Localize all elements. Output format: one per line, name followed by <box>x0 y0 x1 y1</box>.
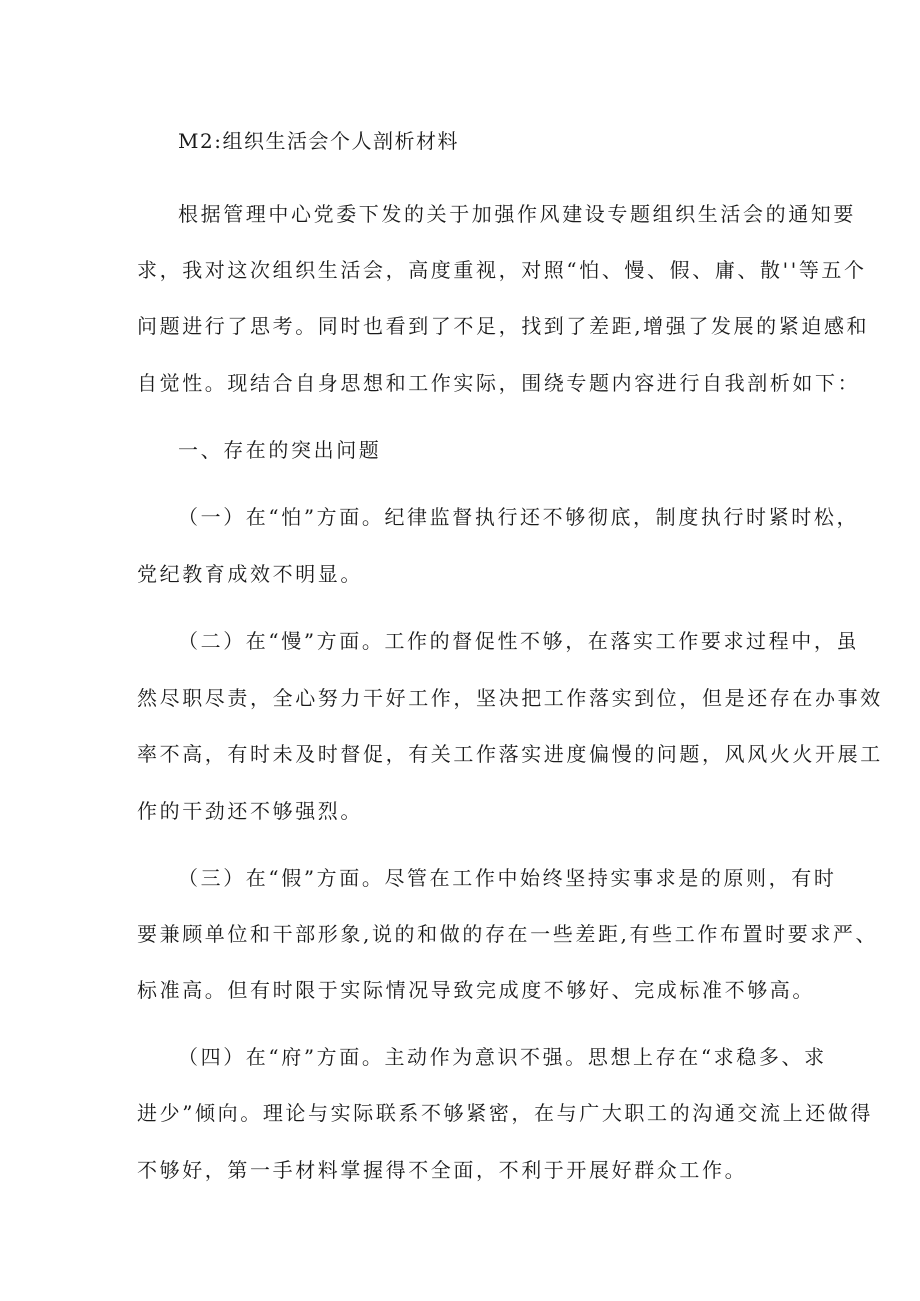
paragraph-item-2-line-1: （二）在“慢”方面。工作的督促性不够，在落实工作要求过程中，虽 <box>178 629 860 653</box>
paragraph-item-3-line-3: 标准高。但有时限于实际情况导致完成度不够好、完成标准不够高。 <box>137 978 815 1002</box>
paragraph-item-3-line-2: 要兼顾单位和干部形象,说的和做的存在一些差距,有些工作布置时要求严、 <box>137 922 879 946</box>
paragraph-intro-line-3: 问题进行了思考。同时也看到了不足，找到了差距,增强了发展的紧迫感和 <box>137 314 870 338</box>
document-title: M2:组织生活会个人剖析材料 <box>178 129 459 153</box>
paragraph-item-1-line-2: 党纪教育成效不明显。 <box>137 562 363 586</box>
paragraph-item-2-line-2: 然尽职尽责，全心努力干好工作，坚决把工作落实到位，但是还存在办事效 <box>137 686 883 710</box>
paragraph-item-4-line-2: 进少”倾向。理论与实际联系不够紧密，在与广大职工的沟通交流上还做得 <box>137 1101 874 1125</box>
paragraph-item-2-line-3: 率不高，有时未及时督促，有关工作落实进度偏慢的问题，风风火火开展工 <box>137 742 883 766</box>
paragraph-item-4-line-3: 不够好，第一手材料掌握得不全面，不利于开展好群众工作。 <box>137 1158 748 1182</box>
paragraph-item-3-line-1: （三）在“假”方面。尽管在工作中始终坚持实事求是的原则，有时 <box>178 866 837 890</box>
paragraph-item-2-line-4: 作的干劲还不够强烈。 <box>137 799 363 823</box>
paragraph-item-1-line-1: （一）在“怕”方面。纪律监督执行还不够彻底，制度执行时紧时松， <box>178 505 860 529</box>
section-heading: 一、存在的突出问题 <box>178 438 382 462</box>
paragraph-item-4-line-1: （四）在“府”方面。主动作为意识不强。思想上存在“求稳多、求 <box>178 1045 827 1069</box>
paragraph-intro-line-2: 求，我对这次组织生活会，高度重视，对照“怕、慢、假、庸、散''等五个 <box>137 258 867 282</box>
paragraph-intro-line-1: 根据管理中心党委下发的关于加强作风建设专题组织生活会的通知要 <box>178 202 856 226</box>
paragraph-intro-line-4: 自觉性。现结合自身思想和工作实际，围绕专题内容进行自我剖析如下： <box>137 371 861 395</box>
